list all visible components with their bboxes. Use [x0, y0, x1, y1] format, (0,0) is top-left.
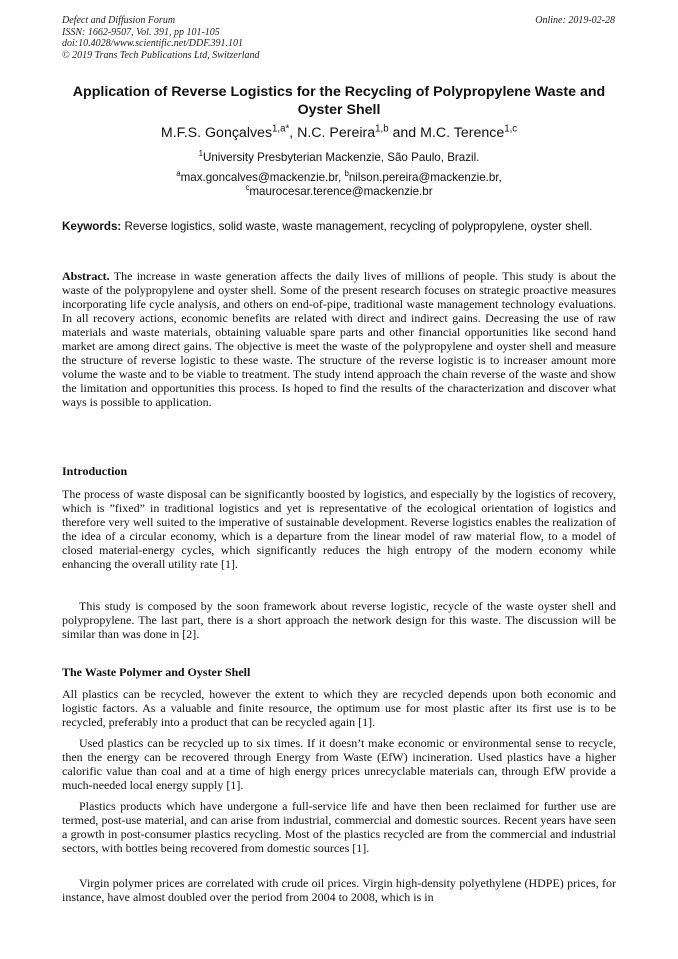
online-date: Online: 2019-02-28	[535, 15, 615, 26]
keywords	[62, 220, 616, 234]
section-heading-waste-polymer: The Waste Polymer and Oyster Shell	[62, 665, 251, 679]
paper-title: Application of Reverse Logistics for the Recycling of Polypropylene Waste and Oyster Shell	[72, 84, 606, 118]
copyright-line: © 2019 Trans Tech Publications Ltd, Switzerland	[62, 49, 260, 61]
paragraph: This study is composed by the soon framework about reverse logistic, recycle of the waste oyster shell and polypropylene. The last part, there is a short approach the network design for this waste. The discussion will be similar than was done in [2].	[62, 599, 616, 641]
paragraph: All plastics can be recycled, however the extent to which they are recycled depends upon both economic and logistic factors. As a valuable and finite resource, the optimum use for most plastic after its first use is to be recycled, preferably into a product that can be recycled again [1].	[62, 687, 616, 729]
author-affil-mark: 1,b	[375, 123, 389, 135]
author-affil-mark: 1,c	[504, 123, 518, 135]
abstract	[62, 269, 616, 409]
doi-line[interactable]: doi:10.4028/www.scientific.net/DDF.391.101	[62, 38, 244, 49]
author-name: N.C. Pereira	[297, 125, 376, 141]
author-list: M.F.S. Gonçalves$^{1,a*}$, N.C. Pereira$^{1,b}$ and M.C. Terence$^{1,c}$	[160, 123, 518, 141]
author-affil-mark: 1,a*	[272, 123, 290, 135]
abstract-label: Abstract.	[62, 269, 110, 283]
keywords-label: Keywords:	[62, 220, 122, 233]
email-link[interactable]: nilson.pereira@mackenzie.br,	[348, 171, 502, 184]
section-heading-introduction: Introduction	[62, 464, 128, 478]
journal-name: Defect and Diffusion Forum	[62, 15, 176, 26]
author-name: M.C. Terence	[420, 125, 505, 141]
paragraph: The process of waste disposal can be significantly boosted by logistics, and especially by the logistics of recovery, which is ”fixed” in traditional logistics and yet is representative of the ecological orientation of logistics and therefore very well suited to the imperative of sustainable development. Reverse logistics enables the realization of the idea of a circular economy, which is a departure from the linear model of raw material flow, to a model of closed material-energy cycles, which significantly reduces the high entropy of the modern economy while enhancing the overall utility rate [1].	[62, 487, 616, 571]
author-name: M.F.S. Gonçalves	[160, 125, 273, 141]
abstract-text: The increase in waste generation affects the daily lives of millions of people. This study is about the waste of the polypropylene and oyster shell. Some of the present research focuses on strategic proactive measures incorporating life cycle analysis, and others on end-of-pipe, traditional waste management technology evaluations. In all recovery actions, economic benefits are related with direct and indirect gains. Decreasing the use of raw materials and waste materials, obtaining valuable spare parts and other financial opportunities like second hand market are among direct gains. The objective is meet the waste of the polypropylene and oyster shell and measure the structure of reverse logistic to these waste. The structure of the reverse logistic is to increaser amount more volume the waste and to be viable to treatment. The study intend approach the chain reverse of the waste and show the limitation and opportunities this process. Is hoped to find the results of the characterization and discover what ways is possible to application.	[62, 269, 616, 409]
author-emails: $^a$max.goncalves@mackenzie.br, $^b$nilson.pereira@mackenzie.br, $^c$maurocesar.terence@mackenzie.br	[176, 169, 502, 198]
paragraph: Used plastics can be recycled up to six times. If it doesn’t make economic or environmental sense to recycle, then the energy can be recovered through Energy from Waste (EfW) incineration. Used plastics have a higher calorific value than coal and at a time of high energy prices unrecyclable materials can, through EfW provide a much-needed local energy supply [1].	[62, 736, 616, 792]
issn-line: ISSN: 1662-9507, Vol. 391, pp 101-105	[62, 26, 220, 38]
keywords-text: Reverse logistics, solid waste, waste management, recycling of polypropylene, oyster shell.	[121, 220, 593, 233]
paragraph: Virgin polymer prices are correlated with crude oil prices. Virgin high-density polyethylene (HDPE) prices, for instance, have almost doubled over the period from 2004 to 2008, which is in	[62, 876, 616, 904]
paragraph: Plastics products which have undergone a full-service life and have then been reclaimed for further use are termed, post-use material, and can arise from industrial, commercial and domestic sources. Recent years have seen a growth in post-consumer plastics recycling. Most of the plastics recycled are from the commercial and industrial sectors, with bottles being recovered from domestic sources [1].	[62, 799, 616, 855]
email-link[interactable]: maurocesar.terence@mackenzie.br	[249, 185, 433, 198]
journal-header	[62, 15, 260, 61]
email-link[interactable]: max.goncalves@mackenzie.br,	[180, 171, 345, 184]
affiliation: $^1$University Presbyterian Mackenzie, São Paulo, Brazil.	[198, 149, 480, 164]
